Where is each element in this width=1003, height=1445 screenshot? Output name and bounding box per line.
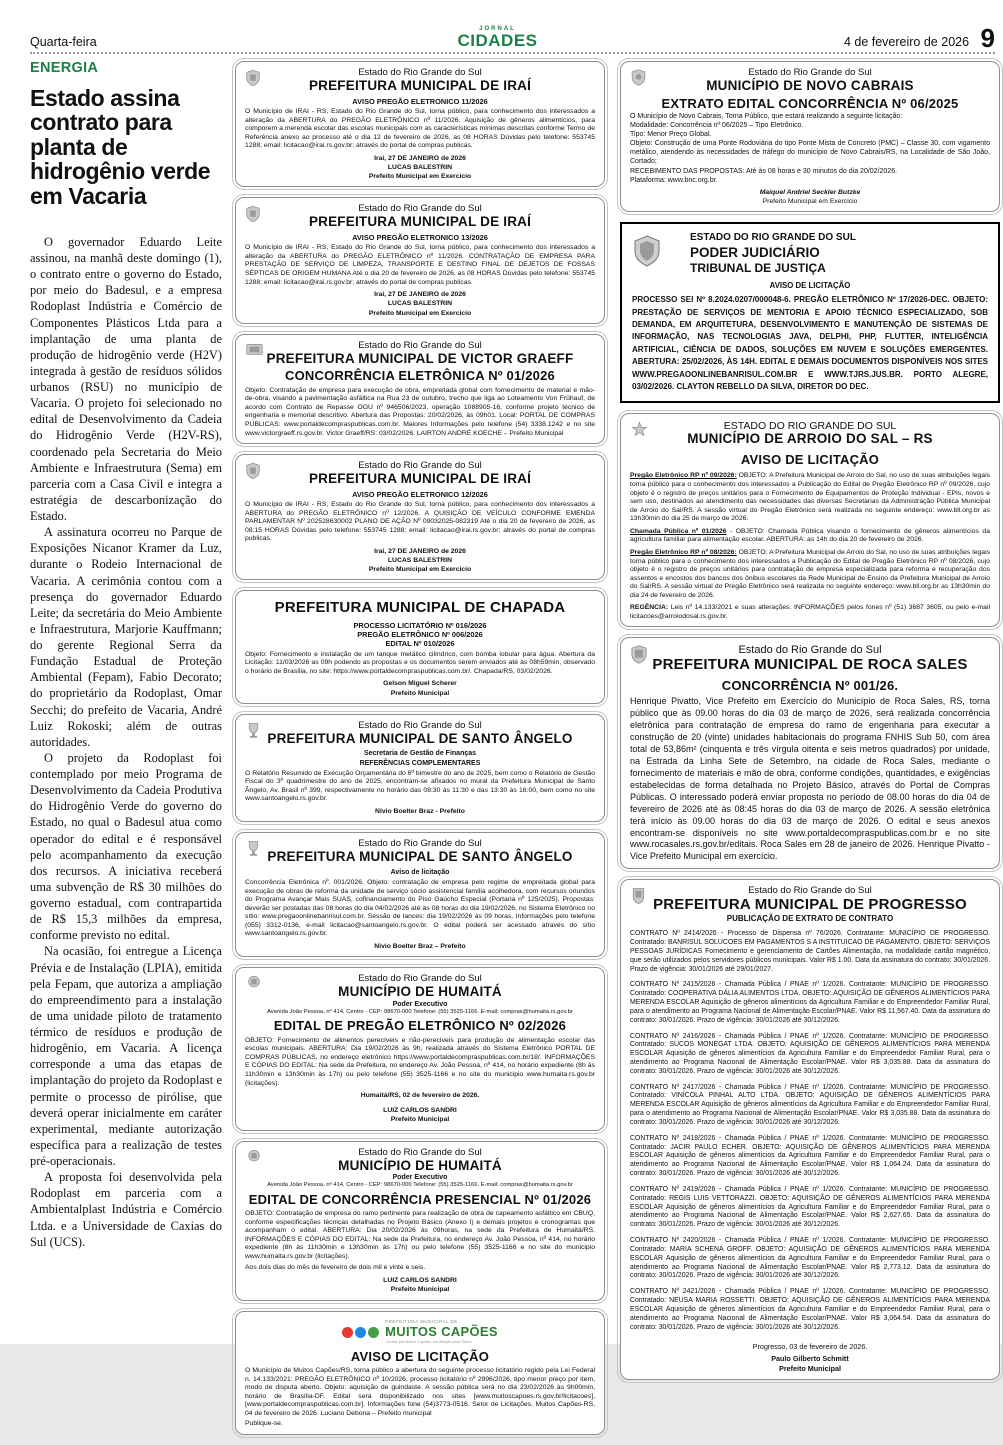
notice-title: REFERÊNCIAS COMPLEMENTARES bbox=[359, 759, 481, 767]
tipo-line: Tipo: Menor Preço Global. bbox=[630, 131, 712, 139]
notice-body: O Município de IRAI - RS, Estado do Rio Grande do Sul, torna público, para conhecimento dos interessados a alteração da ABERTURA do PREGÃO ELETRÔNICO nº 11/2026. CONTRATAÇÃO DE EMPRESA PARA PRESTAÇÃO DE SERVIÇO DE LIMPEZA, TRANSPORTE E DESTINO FINAL DE DEJETOS DE FOSSAS SÉPTICAS DE ORIGEM HUMANA Até o dia 20 de fevereiro de 2026, as 08 HORAS Dúvidas pelo telefone: 553745 1288; email: licitacao@irai.rs.gov.br; através do portal de compras publicas. bbox=[245, 244, 595, 286]
notice-title: CONCORRÊNCIA Nº 001/26. bbox=[721, 677, 899, 693]
publish-order: Publique-se. bbox=[245, 1420, 283, 1428]
municipality-name: MUNICÍPIO DE ARROIO DO SAL – RS bbox=[687, 431, 933, 447]
notice-irai-13-2026 bbox=[235, 197, 605, 323]
objeto-line: Objeto: Construção de uma Ponte Rodoviária do tipo Ponte Mista de Concreto (PMC) – Classe 30, com vigamento metálico, atendendo às necessidades de tráfego do município de Novo Cabrais/RS, na Localidade de São João, Cortado; bbox=[630, 140, 990, 166]
branch-name: PODER JUDICIÁRIO bbox=[690, 244, 820, 260]
plataforma-line: Plataforma: www.bnc.org.br. bbox=[630, 176, 718, 184]
notice-paragraph bbox=[630, 604, 990, 621]
notice-irai-12-2026 bbox=[235, 454, 605, 580]
notice-chapada bbox=[235, 590, 605, 703]
notice-santo-angelo-referencias bbox=[235, 714, 605, 822]
sign-role: Prefeito Municipal bbox=[390, 1286, 450, 1294]
department-line: Secretaria de Gestão de Finanças bbox=[363, 750, 477, 758]
notice-body: Henrique Pivatto, Vice Prefeito em Exercício do Município de Roca Sales, RS, torna público que às 09.00 horas do dia 03 de março de 2026, será realizada concorrência eletrônica para contratação de empresa do ramo de engenharia para executar a construção de 20 (vinte) unidades habitacionais do programa FNHIS Sub 50, com área total de 53,86m² (cinquenta e três vírgula oitenta e seis metros quadrados) por unidade, na Estrada da Linha Sete de Setembro, na cidade de Roca Sales, mediante o fornecimento de materiais e mão de obra, conforme condições, quantidades, e exigências estabelecidas de forma detalhada no Projeto Básico, através do Portal de Compras Públicas. O interessado poderá enviar proposta no período de 08.00 horas do dia 04 de fevereiro de 2026 até às 08:45 horas do dia 03 de março de 2026. A sessão eletrônica terá início às 09.00 horas do dia 03 de março de 2026. O edital e seus anexos encontram-se disponíveis no site www.portaldecompraspublicas.com.br e no site www.rocasales.rs.gov.br/editais. Roca Sales em 28 de janeiro de 2026. Henrique Pivatto - Vice Prefeito Municipal em exercício. bbox=[630, 695, 990, 862]
notice-arroio-do-sal bbox=[620, 413, 1000, 627]
municipality-name: PREFEITURA MUNICIPAL DE IRAÍ bbox=[308, 214, 532, 230]
state-line: Estado do Rio Grande do Sul bbox=[358, 203, 482, 215]
auction-number: PREGÃO ELETRÔNICO Nº 006/2026 bbox=[357, 630, 483, 640]
power-line: Poder Executivo bbox=[392, 1174, 448, 1182]
sign-name: Paulo Gilberto Schmitt bbox=[771, 1354, 849, 1364]
contract-extract: CONTRATO Nº 2415/2026 - Chamada Pública / PNAE nº 1/2026. Contratante: MUNICÍPIO DE PROGRESSO. Contratado: COOPERATIVA DÁLIA ALIMENTOS LTDA. OBJETO: AQUISIÇÃO DE GÊNEROS ALIMENTÍCIOS PARA MERENDA ESCOLAR Aquisição de gêneros alimentícios da Agricultura Familiar e do Empreendedor Familiar Rural, para o atendimento ao Programa Nacional de Alimentação Escolar/PNAE. Valor R$ 11,567.40. Data da assinatura do contrato: 30/01/2026. Prazo de vigência: 30/01/2026 até 30/12/2026. bbox=[630, 981, 990, 1024]
notice-irai-11-2026 bbox=[235, 61, 605, 187]
arroio-do-sal-crest-icon bbox=[631, 421, 648, 443]
power-line: Poder Executivo bbox=[392, 1000, 448, 1008]
notice-body: Objeto: Fornecimento e instalação de um tanque metálico cilíndrico, com bomba lobular para água. Abertura da Licitação: 11/03/2026 as 09h podendo as propostas e os documentos serem enviados até às 08h59min, observado o horário de Brasília, no site: https://www.portaldecompraspublicas.com.br/. Chapada/RS, 03/02/2026. bbox=[245, 650, 595, 675]
sign-role: Prefeito Municipal em Exercicio bbox=[368, 173, 472, 181]
notice-body: O Município de IRAI - RS, Estado do Rio Grande do Sul, torna público, para conhecimento dos interessados a alteração da ABERTURA do PREGÃO ELETRÔNICO nº 11/2026. Aquisição de gêneros alimentícios, para comporem a merenda escolar das escolas municipais com as características mínimas descritas conforme Termo de Referência anexo ao processo até o dia 12 de fevereiro de 2026, as 08 HORAS Dúvidas pelo telefone: 553745 1288; email: licitacao@irai.rs.gov.br; através do portal de compras publicas. bbox=[245, 108, 595, 150]
contract-extract: CONTRATO Nº 2420/2026 - Chamada Pública / PNAE nº 1/2026. Contratante: MUNICÍPIO DE PROGRESSO. Contratado: MARIA SCHENA GROFF. OBJETO: AQUISIÇÃO DE GÊNEROS ALIMENTÍCIOS PARA MERENDA ESCOLAR Aquisição de gêneros alimentícios da Agricultura Familiar e do Empreendedor Familiar Rural, para o atendimento ao Programa Nacional de Alimentação Escolar/PNAE. Valor R$ 2,773.12. Data da assinatura do contrato: 30/01/2026. Prazo de vigência: 30/01/2026 até 30/12/2026. bbox=[630, 1237, 990, 1280]
columns bbox=[30, 58, 995, 1445]
notice-body: Objeto: Contratação de empresa para execução de obra, empreitada global com fornecimento de material e mão-de-obra, visando a pavimentação asfáltica na Rua 23 de outubro, trecho que liga ao Loteamento Von Frühauf, de acordo com Contrato de Repasse OGU nº 946506/2023, operação 1088905-16, conforme projeto técnico de engenharia e memorial descritivo. Abertura das Propostas: 20/02/2026, às 09h01. Local: PORTAL DE COMPRAS PÚBLICAS: www.portaldecompraspublicas.com.br. Maiores Informações pelo telefone (54) 3338.1242 e no site www.victorgraeff.rs.gov.br. Victor Graeff/RS: 03/02/2026. LAIRTON ANDRÉ KOECHE – Prefeito Municipal bbox=[245, 386, 595, 437]
municipality-name: PREFEITURA MUNICIPAL DE ROCA SALES bbox=[652, 656, 968, 674]
logo-name-text: MUITOS CAPÕES bbox=[385, 1324, 498, 1339]
gears-icon bbox=[342, 1327, 379, 1338]
municipality-name: MUNICÍPIO DE HUMAITÁ bbox=[338, 983, 502, 999]
humaita-crest-icon bbox=[246, 1149, 262, 1170]
edition-date: 4 de fevereiro de 2026 bbox=[843, 35, 970, 49]
paragraph-lead: Pregão Eletrônico RP nº 09/2026: bbox=[630, 472, 737, 480]
tj-coat-of-arms-icon bbox=[632, 234, 662, 273]
notice-title: CONCORRÊNCIA ELETRÔNICA Nº 01/2026 bbox=[285, 368, 555, 384]
notice-humaita-concorrencia bbox=[235, 1141, 605, 1301]
paragraph-lead: Chamada Pública nº 01/2026 bbox=[630, 527, 727, 535]
address-line: Avenida João Pessoa, nº 414, Centro - CEP: 98670-000 Telefone: (55) 3525-1166. E-mail: compras@humaita.rs.gov.br bbox=[267, 1008, 573, 1015]
paragraph-text: Leis nº 14.133/2021 e suas alterações. INFORMAÇÕES pelos fones nº (51) 3687 3605, ou pelo e-mail licitacoes@arroiodosal.rs.gov.br. bbox=[630, 604, 990, 620]
state-line: ESTADO DO RIO GRANDE DO SUL bbox=[723, 420, 897, 433]
notice-body: OBJETO: Fornecimento de alimentos perecíveis e não-perecíveis para produção de alimentação escolar das escolas municipais. ABERTURA: Dia 19/02/2026 às 9h, realizada através do Sistema Eletrônico PORTAL DE COMPRAS PÚBLICAS, no endereço eletrônico https://www.portaldecompraspublicas.com.br/18/. INFORMAÇÕES E CÓPIAS DO EDITAL: Na sede da Prefeitura, no endereço Av. João Pessoa, nº 414, no horário expediente (8h às 11h30min e 13h30min às 17h) ou pelo telefone (55) 3525-1166 e no site do municipio www.humaita.rs.gov.br (licitações). bbox=[245, 1036, 595, 1087]
sign-role: Prefeito Municipal em Exercicio bbox=[368, 566, 472, 574]
paragraph-text: OBJETO: A Prefeitura Municipal de Arroio do Sal, no uso de suas atribuições legais torna público para o conhecimento dos interessados a Publicação do Edital de Pregão Eletrônico RP nº 08/2026, cujo objeto é o registro de preços unitários para contratação de empresa especializada para reforma e recuperação dos assentos e encostos dos bancos dos ônibus escolares da Rede Municipal de Ensino da Prefeitura Municipal de Arroio do Sal/RS. A sessão virtual do Pregão Eletrônico será realizada no seguinte endereço: www.bll.org.br as 13h30min do dia 24 de fevereiro de 2026. bbox=[630, 548, 990, 599]
article-kicker: ENERGIA bbox=[30, 60, 99, 76]
contract-extract: CONTRATO Nº 2421/2026 - Chamada Pública / PNAE nº 1/2026. Contratante: MUNICÍPIO DE PROGRESSO. Contratado: NEUSA MARIA ROSSETTI. OBJETO: AQUISIÇÃO DE GÊNEROS ALIMENTÍCIOS PARA MERENDA ESCOLAR Aquisição de gêneros alimentícios da Agricultura Familiar e do Empreendedor Familiar Rural, para o atendimento ao Programa Nacional de Alimentação Escolar/PNAE. Valor R$ 3,064.54. Data da assinatura do contrato: 30/01/2026. Prazo de vigência: 30/01/2026 até 30/12/2026. bbox=[630, 1288, 990, 1331]
state-line: Estado do Rio Grande do Sul bbox=[358, 67, 482, 78]
sign-role: Prefeito Municipal em Exercicio bbox=[368, 309, 472, 317]
notice-title: AVISO DE LICITAÇÃO bbox=[769, 281, 851, 291]
notice-roca-sales bbox=[620, 637, 1000, 869]
sign-name: Maiquel Andriel Seckler Butzke bbox=[759, 188, 861, 196]
notice-muitos-capoes bbox=[235, 1311, 605, 1435]
sign-place-date: Irai, 27 DE JANEIRO de 2026 bbox=[374, 154, 466, 162]
municipality-name: PREFEITURA MUNICIPAL DE CHAPADA bbox=[274, 599, 566, 617]
notice-santo-angelo-licitacao bbox=[235, 832, 605, 957]
notice-title: PUBLICAÇÃO DE EXTRATO DE CONTRATO bbox=[726, 913, 894, 923]
contract-extract: CONTRATO Nº 2419/2026 - Chamada Pública / PNAE nº 1/2026. Contratante: MUNICÍPIO DE PROGRESSO. Contratado: REGIS LUIS VETTORAZZI. OBJETO: AQUISIÇÃO DE GÊNEROS ALIMENTÍCIOS PARA MERENDA ESCOLAR Aquisição de gêneros alimentícios da Agricultura Familiar e do Empreendedor Familiar Rural, para o atendimento ao Programa Nacional de Alimentação Escolar/PNAE. Valor R$ 2,627.65. Data da assinatura do contrato: 30/01/2026. Prazo de vigência: 30/01/2026 até 30/12/2026. bbox=[630, 1185, 990, 1229]
notice-victor-graeff bbox=[235, 334, 605, 444]
sign-name: Gelson Miguel Scherer bbox=[383, 680, 457, 688]
intro-line: O Município de Novo Cabrais, Torna Público, que estará realizando a seguinte licitação: bbox=[630, 113, 903, 121]
article-paragraph: O governador Eduardo Leite assinou, na manhã deste domingo (1), o contrato entre o governo do Estado, por meio do Badesul, e a empresa Rodoplast Indústria e Comércio de Componentes Plásticos Ltda para a implantação de uma planta de produção de hidrogênio verde (H2V) integrada à gestão de resíduos sólidos urbanos (RSU) no município de Vacaria. O projeto foi selecionado no edital de Desenvolvimento da Cadeia do Hidrogênio Verde (H2V-RS), coordenado pela Secretaria do Meio Ambiente e Infraestrutura (Sema) em parceria com a Casa Civil e integra a estratégia de descarbonização do Estado. bbox=[30, 234, 222, 523]
state-line: Estado do Rio Grande do Sul bbox=[358, 1146, 482, 1158]
santo-angelo-crest-icon bbox=[246, 722, 261, 744]
municipality-name: PREFEITURA MUNICIPAL DE IRAÍ bbox=[308, 77, 532, 93]
contract-extract: CONTRATO Nº 2416/2026 - Chamada Pública / PNAE nº 1/2026. Contratante: MUNICÍPIO DE PROGRESSO. Contratado: SUCOS MONEGAT LTDA. OBJETO: AQUISIÇÃO DE GÊNEROS ALIMENTÍCIOS PARA MERENDA ESCOLAR Aquisição de gêneros alimentícios da Agricultura Familiar e do Empreendedor Familiar Rural, para o atendimento ao Programa Nacional de Alimentação Escolar/PNAE. Valor R$ 3,035.88. Data da assinatura do contrato: 30/01/2026. Prazo de vigência: 30/01/2026 até 30/12/2026. bbox=[630, 1032, 990, 1075]
article-paragraph: O projeto da Rodoplast foi contemplado por meio Programa de Desenvolvimento da Cadeia Produtiva do Hidrogênio Verde do governo do Estado, no qual o Badesul atua como operador do edital e é responsável pelo acompanhamento da execução dos recursos. A iniciativa receberá uma subvenção de R$ 30 milhões do governo estadual, com contrapartida de R$ 15,3 milhões da empresa, conforme previsto no edital. bbox=[30, 750, 222, 943]
logo-small-text: PREFEITURA MUNICIPAL DE bbox=[385, 1318, 458, 1324]
recebimento-line: RECEBIMENTO DAS PROPOSTAS: Até às 08 horas e 30 minutos do dia 20/02/2026. bbox=[630, 167, 898, 175]
paragraph-lead: Pregão Eletrônico RP nº 08/2026: bbox=[630, 548, 737, 556]
process-number: PROCESSO LICITATÓRIO Nº 016/2026 bbox=[353, 620, 487, 630]
sign-name: LUCAS BALESTRIN bbox=[387, 557, 453, 565]
municipality-name: PREFEITURA MUNICIPAL DE VICTOR GRAEFF bbox=[266, 350, 574, 366]
notice-body: Concorrência Eletrônica nº. 001/2026. Objeto: contratação de empresa pelo regime de empreitada global para execução de obras de reforma da unidade de serviço sócio assistencial família acolhedora, com recursos oriundos do Programa Avançar Mais SUAS, cofinanciamento do Piso Gaúcho Especial (Portaria nº 125/2025). Propostas: deverão ser postadas das 08 horas do dia 04/02/2026 até às 08 horas do dia 19/02/2026, no Sistema Eletrônico no sítio: www.pregaoonlinebanrisul.com.br. Sessão de lances: dia 19/02/2026 às 09 horas. Informações pelo telefone (055) 3312-0136, e-mail licitacao@santoangelo.rs.gov.br. O edital poderá ser acessado através do sítio www.santoangelo.rs.gov.br. bbox=[245, 878, 595, 938]
logo-tagline: "Juntos por Muitos Capões, em direção para Todos" bbox=[385, 1340, 473, 1344]
article-headline: Estado assina contrato para planta de hidrogênio verde em Vacaria bbox=[30, 85, 211, 209]
article-column bbox=[30, 58, 222, 1445]
masthead-title: CIDADES bbox=[457, 31, 538, 50]
masthead-top: JORNAL bbox=[479, 26, 516, 32]
sign-name: Nivio Boelter Braz - Prefeito bbox=[375, 807, 465, 815]
state-line: Estado do Rio Grande do Sul bbox=[748, 885, 872, 897]
state-line: Estado do Rio Grande do Sul bbox=[358, 838, 482, 850]
state-line: Estado do Rio Grande do Sul bbox=[358, 973, 482, 985]
notice-title: AVISO DE LICITAÇÃO bbox=[350, 1348, 490, 1364]
notice-title: EDITAL DE CONCORRÊNCIA PRESENCIAL Nº 01/2026 bbox=[248, 1191, 592, 1207]
notice-title: EDITAL DE PREGÃO ELETRÔNICO Nº 02/2026 bbox=[273, 1018, 567, 1034]
notice-humaita-pregao bbox=[235, 967, 605, 1131]
sign-name: LUIZ CARLOS SANDRI bbox=[383, 1277, 457, 1285]
sign-role: Prefeito Municipal bbox=[390, 689, 450, 697]
notice-body: PROCESSO SEI Nº 8.2024.0207/000048-6. PREGÃO ELETRÔNICO Nº 17/2026-DEC. OBJETO: PRESTAÇÃO DE SERVIÇOS DE MENTORIA E APOIO TÉCNICO ESPECIALIZADO, SOB DEMANDA, EM ARQUITETURA, DESENVOLVIMENTO E MANUTENÇÃO DE SISTEMAS DE INFORMAÇÃO, NAS TECNOLOGIAS JAVA, DELPHI, PHP, FLUTTER, INTELIGÊNCIA ARTIFICIAL, CIÊNCIA DE DADOS, SOLUÇÕES EM NUVEM E SOLUÇÕES EMERGENTES. ABERTURA: 25/02/2026, ÀS 14H. EDITAL E DEMAIS DOCUMENTOS DISPONÍVEIS NOS SITES WWW.PREGAOONLINEBANRISUL.COM.BR E WWW.TJRS.JUS.BR. PORTO ALEGRE, 03/02/2026. CLAYTON REBELLO DA SILVA, DIRETOR DO DEC. bbox=[632, 295, 988, 391]
muitos-capoes-logo bbox=[245, 1320, 595, 1345]
masthead bbox=[230, 26, 765, 52]
notice-body: O Relatório Resumido de Execução Orçamentária do 6º bimestre do ano de 2025, bem como o Relatório de Gestão Fiscal do 3º quadrimestre do ano de 2025, encontram-se afixados no mural da Prefeitura Municipal de Santo Ângelo, Av. Brasil nº 399, respectivamente no horário das 08:30 às 11:30 e das 13:30 às 16:00, bem como no site www.santoangelo.rs.gov.br. bbox=[245, 769, 595, 803]
sign-name: Nivio Boelter Braz – Prefeito bbox=[374, 942, 466, 950]
roca-sales-crest-icon bbox=[631, 645, 647, 669]
page-header bbox=[30, 8, 995, 54]
contract-extract: CONTRATO Nº 2417/2026 - Chamada Pública / PNAE nº 1/2026. Contratante: MUNICÍPIO DE PROGRESSO. Contratado: VINÍCOLA PINHAL ALTO LTDA. OBJETO: AQUISIÇÃO DE GÊNEROS ALIMENTÍCIOS PARA MERENDA ESCOLAR Aquisição de gêneros alimentícios da Agricultura Familiar e do Empreendedor Familiar Rural, para o atendimento ao Programa Nacional de Alimentação Escolar/PNAE. Valor R$ 3,035.88. Data da assinatura do contrato: 30/01/2026. Prazo de vigência: 30/01/2026 até 30/12/2026. bbox=[630, 1083, 990, 1126]
middle-notices-column bbox=[233, 58, 607, 1445]
municipality-name: MUNICÍPIO DE NOVO CABRAIS bbox=[706, 77, 914, 93]
victor-graeff-crest-icon bbox=[246, 342, 263, 362]
municipality-name: PREFEITURA MUNICIPAL DE IRAÍ bbox=[308, 471, 532, 486]
notice-body: OBJETO: Contratação de empresa do ramo pertinente para realização de obra de capeamento asfáltico em CBUQ, conforme especificações técnicas detalhadas no Projeto Básico (Anexo I) e demais projetos e cronogramas que acompanham o edital. ABERTURA: Dia 20/02/2026 às 09horas, na sede da Prefeitura de Humaitá/RS. INFORMAÇÕES E CÓPIAS DO EDITAL: Na sede da Prefeitura, no endereço Av. João Pessoa, nº 414, no horário expediente (8h às 11h30min e 13h30min às 17h) ou pelo telefone (55) 3525-1166 e no site do municipio www.humaita.rs.gov.br (licitações). bbox=[245, 1210, 595, 1261]
modalidade-line: Modalidade: Concorrência nº 06/2025 – Tipo Eletrônico. bbox=[630, 122, 804, 130]
notice-title: Aviso de licitação bbox=[390, 868, 450, 876]
article-paragraph: A assinatura ocorreu no Parque de Exposições Nicanor Kramer da Luz, durante o Rodeio Internacional de Vacaria. A cerimônia contou com a presença do governador Eduardo Leite; da secretária do Meio Ambiente e Infraestrutura, Marjorie Kauffmann; do gerente Regional Serra da Fundação Estadual de Proteção Ambiental (Fepam), Fabio Decorato; do proprietário da Rodoplast, Omar Secchi; do prefeito de Vacaria, André Luiz Rokoski; além de outras autoridades. bbox=[30, 525, 222, 749]
notice-title: AVISO PREGÃO ELETRONICO 11/2026 bbox=[352, 96, 488, 106]
page-number: 9 bbox=[980, 23, 995, 54]
municipality-name: PREFEITURA MUNICIPAL DE PROGRESSO bbox=[653, 896, 967, 914]
article-paragraph: A proposta foi desenvolvida pela Rodoplast em parceria com a Ambientalplast Indústria e Comércio Ltda. e a Universidade de Caxias do Sul (UCS). bbox=[30, 1170, 222, 1249]
municipality-name: PREFEITURA MUNICIPAL DE SANTO ÂNGELO bbox=[267, 849, 573, 864]
municipality-name: MUNICÍPIO DE HUMAITÁ bbox=[338, 1157, 502, 1173]
notice-tribunal-justica bbox=[620, 222, 1000, 403]
notice-title: EXTRATO EDITAL CONCORRÊNCIA Nº 06/2025 bbox=[661, 95, 959, 111]
sign-name: LUCAS BALESTRIN bbox=[387, 300, 453, 308]
paragraph-lead: REGÊNCIA: bbox=[630, 604, 669, 612]
progresso-crest-icon bbox=[631, 887, 646, 910]
notice-body: O Município de Muitos Capões/RS, torna público a abertura do seguinte processo licitatório regido pela Lei Federal n. 14.133/2021: PREGÃO ELETRÔNICO nº 10/2026, processo licitatório nº 2996/2026, tipo menor preço por item, modo de disputa aberto. Objeto: aquisição de guindaste. A sessão pública será no dia 23/02/2026 às 9h00min, horário de Brasília-DF. Edital será disponibilizado nos sites [www.muitoscapoes.rs.gov.br/licitacoes], [www.portaldecompraspublicas.com.br]. Informações fone (54)3773-0516. Setor de Licitações. Muitos Capões-RS, 04 de fevereiro de 2026. Luciano Debona – Prefeito municipal bbox=[245, 1367, 595, 1417]
sign-place-date: Irai, 27 DE JANEIRO de 2026 bbox=[374, 547, 466, 555]
sign-role: Prefeito Municipal em Exercicio bbox=[762, 197, 858, 205]
notice-paragraph bbox=[630, 528, 990, 545]
date-written-out: Aos dois dias do mês de fevereiro de dois mil e vinte e seis. bbox=[245, 1263, 426, 1271]
notice-paragraph bbox=[630, 472, 990, 523]
notice-title: AVISO DE LICITAÇÃO bbox=[740, 452, 880, 468]
irai-crest-icon bbox=[246, 462, 260, 485]
notice-progresso bbox=[620, 879, 1000, 1379]
notice-title: AVISO PREGÃO ELETRONICO 13/2026 bbox=[352, 233, 488, 243]
novo-cabrais-crest-icon bbox=[631, 69, 646, 91]
sign-name: LUCAS BALESTRIN bbox=[387, 164, 453, 171]
sign-place-date: Humaitá/RS, 02 de fevereiro de 2026. bbox=[360, 1092, 480, 1100]
right-notices-column bbox=[618, 58, 1002, 1445]
date-and-page bbox=[765, 23, 995, 54]
humaita-crest-icon bbox=[246, 975, 262, 996]
article-body bbox=[30, 234, 222, 1250]
sign-role: Prefeito Municipal bbox=[390, 1116, 450, 1124]
notice-body: O Município de IRAI - RS, Estado do Rio Grande do Sul, torna público, para conhecimento dos interessados a ABERTURA do PREGÃO ELETRÔNICO nº 12/2026. A QUISIÇÃO DE VEÍCULO CONFORME EMENDA PARLAMENTAR Nº 202528630002 PLANO DE AÇÃO Nº 09032025-082319 Até o dia 20 de fevereiro de 2026, as 08:15 HORAS Dúvidas pelo telefone: 553745 1288; email: licitacao@irai.rs.gov.br; através do portal de compras publicas. bbox=[245, 501, 595, 543]
notice-novo-cabrais bbox=[620, 61, 1000, 212]
irai-crest-icon bbox=[246, 69, 260, 92]
state-line: Estado do Rio Grande do Sul bbox=[358, 460, 482, 472]
paragraph-text: OBJETO: A Prefeitura Municipal de Arroio do Sal, no uso de suas atribuições legais torna público para o conhecimento dos interessados a Publicação do Edital de Pregão Eletrônico RP nº 09/2026, cujo objeto é o registro de preços unitários para o Fornecimento de Equipamentos de Proteção Individual - EPIs, novos e sem uso, destinados ao atendimento das necessidades das diversas Secretarias da Administração Pública Municipal de Arroio do Sal/RS. A sessão virtual do Pregão Eletrônico será realizada no seguinte endereço: www.bll.org.br as 13h30min do dia 25 de março de 2026. bbox=[630, 472, 990, 523]
sign-place-date: Irai, 27 DE JANEIRO de 2026 bbox=[374, 291, 466, 299]
irai-crest-icon bbox=[246, 205, 260, 228]
court-name: TRIBUNAL DE JUSTIÇA bbox=[690, 260, 826, 275]
edital-number: EDITAL Nº 010/2026 bbox=[385, 639, 455, 649]
state-line: ESTADO DO RIO GRANDE DO SUL bbox=[690, 232, 856, 244]
article-paragraph: Na ocasião, foi entregue a Licença Prévia e de Instalação (LPIA), emitida pela Fepam, que autoriza a ampliação do empreendimento para a instalação de uma unidade piloto de tratamento térmico de resíduos e produção de hidrogênio, em Vacaria. A licença corresponde a uma das etapas de implantação do projeto da Rodoplast e permite o processo de pirólise, que deverá operar inicialmente em caráter experimental, mediante autorização específica para a realização de testes pré-operacionais. bbox=[30, 944, 222, 1168]
santo-angelo-crest-icon bbox=[246, 840, 261, 862]
state-line: Estado do Rio Grande do Sul bbox=[358, 339, 482, 351]
state-line: Estado do Rio Grande do Sul bbox=[738, 644, 882, 657]
sign-name: LUIZ CARLOS SANDRI bbox=[383, 1107, 457, 1115]
weekday-label: Quarta-feira bbox=[30, 35, 97, 49]
paragraph-text: - OBJETO: Chamada Pública visando o fornecimento de gêneros alimentícios da agricultura familiar para alimentação escolar. ABERTURA: as 14h do dia 20 de fevereiro de 2026. bbox=[630, 527, 990, 544]
municipality-name: PREFEITURA MUNICIPAL DE SANTO ÂNGELO bbox=[267, 730, 573, 746]
sign-place-date: Progresso, 03 de fevereiro de 2026. bbox=[752, 1342, 868, 1352]
state-line: Estado do Rio Grande do Sul bbox=[748, 67, 872, 78]
notice-paragraph bbox=[630, 549, 990, 600]
notice-title: AVISO PREGÃO ELETRONICO 12/2026 bbox=[352, 489, 488, 499]
address-line: Avenida João Pessoa, nº 414, Centro - CEP: 98670-000 Telefone: (55) 3525-1166. E-mail: compras@humaita.rs.gov.br bbox=[267, 1182, 573, 1189]
contract-extract: CONTRATO Nº 2414/2026 - Processo de Dispensa nº 76/2026. Contratante: MUNICÍPIO DE PROGRESSO. Contratado: BANRISUL SOLUCOES EM PAGAMENTOS S A INSTITUICAO DE PAGAMENTO. OBJETO: SERVIÇOS PESSOAS JURÍDICAS Fornecimento e gerenciamento de Cartões Alimentação, na modalidade cartão magnético, que serão utilizados pelos servidores públicos municipais. Valor R$ 1.00. Data da assinatura do contrato: 30/01/2026. Prazo de vigência: 30/01/2026 até 29/01/2027. bbox=[630, 930, 990, 973]
state-line: Estado do Rio Grande do Sul bbox=[358, 719, 482, 731]
sign-role: Prefeito Municipal bbox=[779, 1364, 841, 1374]
contract-extract: CONTRATO Nº 2418/2026 - Chamada Pública / PNAE nº 1/2026. Contratante: MUNICÍPIO DE PROGRESSO. Contratado: JACIR PAULO ECHER. OBJETO: AQUISIÇÃO DE GÊNEROS ALIMENTÍCIOS PARA MERENDA ESCOLAR Aquisição de gêneros alimentícios da Agricultura Familiar e do Empreendedor Familiar Rural, para o atendimento ao Programa Nacional de Alimentação Escolar/PNAE. Valor R$ 1,064.24. Data da assinatura do contrato: 30/01/2026. Prazo de vigência: 30/01/2026 até 30/12/2026. bbox=[630, 1134, 990, 1178]
